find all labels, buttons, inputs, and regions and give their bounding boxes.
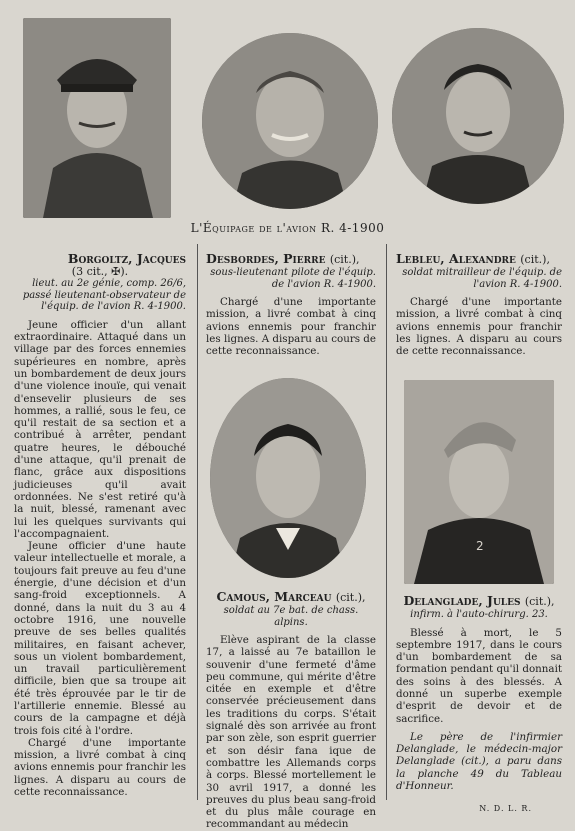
photo-caption: L'Équipage de l'avion R. 4-1900 bbox=[190, 221, 385, 235]
entry-text: Chargé d'une importante mission, a livré combat à cinq avions ennemis pour franchir les lignes. A disparu au cours de cette reconnaissance. bbox=[14, 736, 186, 799]
entry-rank: infirm. à l'auto-chirurg. 23. bbox=[410, 609, 548, 620]
entry-text: Jeune officier d'une haute valeur intellectuelle et morale, a toujours fait preuve au feu d'une énergie, d'une décision et d'un sang-froid exceptionnels. A donné, dans la nuit du 3 au 4 octobre 1916, une nouvelle preuve de ses belles qualités militaires, en faisant achever, sous un violent bombardement, un travail particulièrement difficile, bien que sa troupe ait été très éprouvée par le tir de l'artillerie ennemie. Blessé au cours de la campagne et déjà trois fois cité à l'ordre. bbox=[14, 540, 186, 737]
entry-heading bbox=[396, 252, 562, 267]
entry-citations: (cit.), bbox=[335, 591, 366, 604]
entry-citations: (cit.), bbox=[520, 253, 550, 266]
portrait-desbordes bbox=[202, 33, 378, 209]
entry-delanglade bbox=[396, 594, 562, 815]
portrait-delanglade bbox=[404, 380, 554, 584]
entry-heading bbox=[206, 252, 376, 267]
entry-rank: soldat au 7e bat. de chass. alpins. bbox=[223, 605, 359, 628]
entry-rank: sous-lieutenant pilote de l'équip. de l'avion R. 4-1900. bbox=[210, 267, 376, 290]
portrait-camous bbox=[210, 378, 366, 578]
entry-heading bbox=[396, 594, 562, 609]
entry-heading bbox=[206, 590, 376, 605]
column-divider-right bbox=[386, 244, 387, 800]
entry-rank: lieut. au 2e génie, comp. 26/6, passé lieutenant-observateur de l'équip. de l'avion R. 4-1900. bbox=[22, 278, 186, 313]
entry-text: Blessé à mort, le 5 septembre 1917, dans le cours d'un bombardement de sa formation pendant qu'il donnait des soins à des blessés. A donné un superbe exemple d'esprit de devoir et de sacrifice. bbox=[396, 626, 562, 725]
entry-name: Desbordes, Pierre bbox=[206, 251, 326, 266]
entry-citations: (cit.), bbox=[524, 595, 555, 608]
ndlr-signature: N. D. L. R. bbox=[479, 803, 532, 813]
entry-camous bbox=[206, 590, 376, 831]
portrait-borgoltz bbox=[23, 18, 171, 218]
entry-lebleu bbox=[396, 252, 562, 357]
entry-name: Camous, Marceau bbox=[216, 589, 332, 604]
column-divider-left bbox=[197, 244, 198, 800]
entry-desbordes bbox=[206, 252, 376, 357]
entry-text: Elève aspirant de la classe 17, a laissé au 7e bataillon le souvenir d'une fermeté d'âme peu commune, qui mérite d'être citée en exemple et d'être conservée précieusement dans les traditions du corps. S'était signalé dès son arrivée au front par son zèle, son esprit guerrier et son désir fana ique de combattre les Allemands corps à corps. Blessé mortellement le 30 avril 1917, a donné les preuves du plus beau sang-froid et du plus mâle courage en recommandant au médecin bbox=[206, 634, 376, 831]
entry-name: Lebleu, Alexandre bbox=[396, 251, 516, 266]
entry-borgoltz bbox=[14, 252, 186, 798]
entry-citations: (3 cit., ✠). bbox=[71, 265, 129, 278]
editor-note: Le père de l'infirmier Delanglade, le médecin-major Delanglade (cit.), a paru dans la planche 49 du Tableau d'Honneur. bbox=[396, 730, 562, 793]
svg-text:2: 2 bbox=[476, 539, 484, 553]
entry-text: Chargé d'une importante mission, a livré combat à cinq avions ennemis pour franchir les lignes. A disparu au cours de cette reconnaissance. bbox=[396, 296, 562, 358]
entry-text: Jeune officier d'un allant extraordinaire. Attaqué dans un village par des forces ennemies supérieures en nombre, après un bombardement de deux jours d'une violence inouïe, qui venait d'ensevelir plusieurs de ses hommes, a rallié, sous le feu, ce qu'il restait de sa section et a contribué à arrêter, pendant quatre heures, le débouché d'une attaque, qu'il prenait de flanc, grâce aux dispositions judicieuses qu'il avait ordonnées. Ne s'est retiré qu'à la nuit, blessé, ramenant avec lui les quelques survivants qui l'accompagnaient. bbox=[14, 318, 186, 540]
entry-name: Borgoltz, Jacques bbox=[67, 251, 186, 266]
entry-text: Chargé d'une importante mission, a livré combat à cinq avions ennemis pour franchir les lignes. A disparu au cours de cette reconnaissance. bbox=[206, 296, 376, 358]
entry-name: Delanglade, Jules bbox=[403, 593, 521, 608]
entry-rank: soldat mitrailleur de l'équip. de l'avion R. 4-1900. bbox=[402, 267, 562, 290]
entry-citations: (cit.), bbox=[329, 253, 360, 266]
portrait-lebleu bbox=[392, 28, 564, 204]
